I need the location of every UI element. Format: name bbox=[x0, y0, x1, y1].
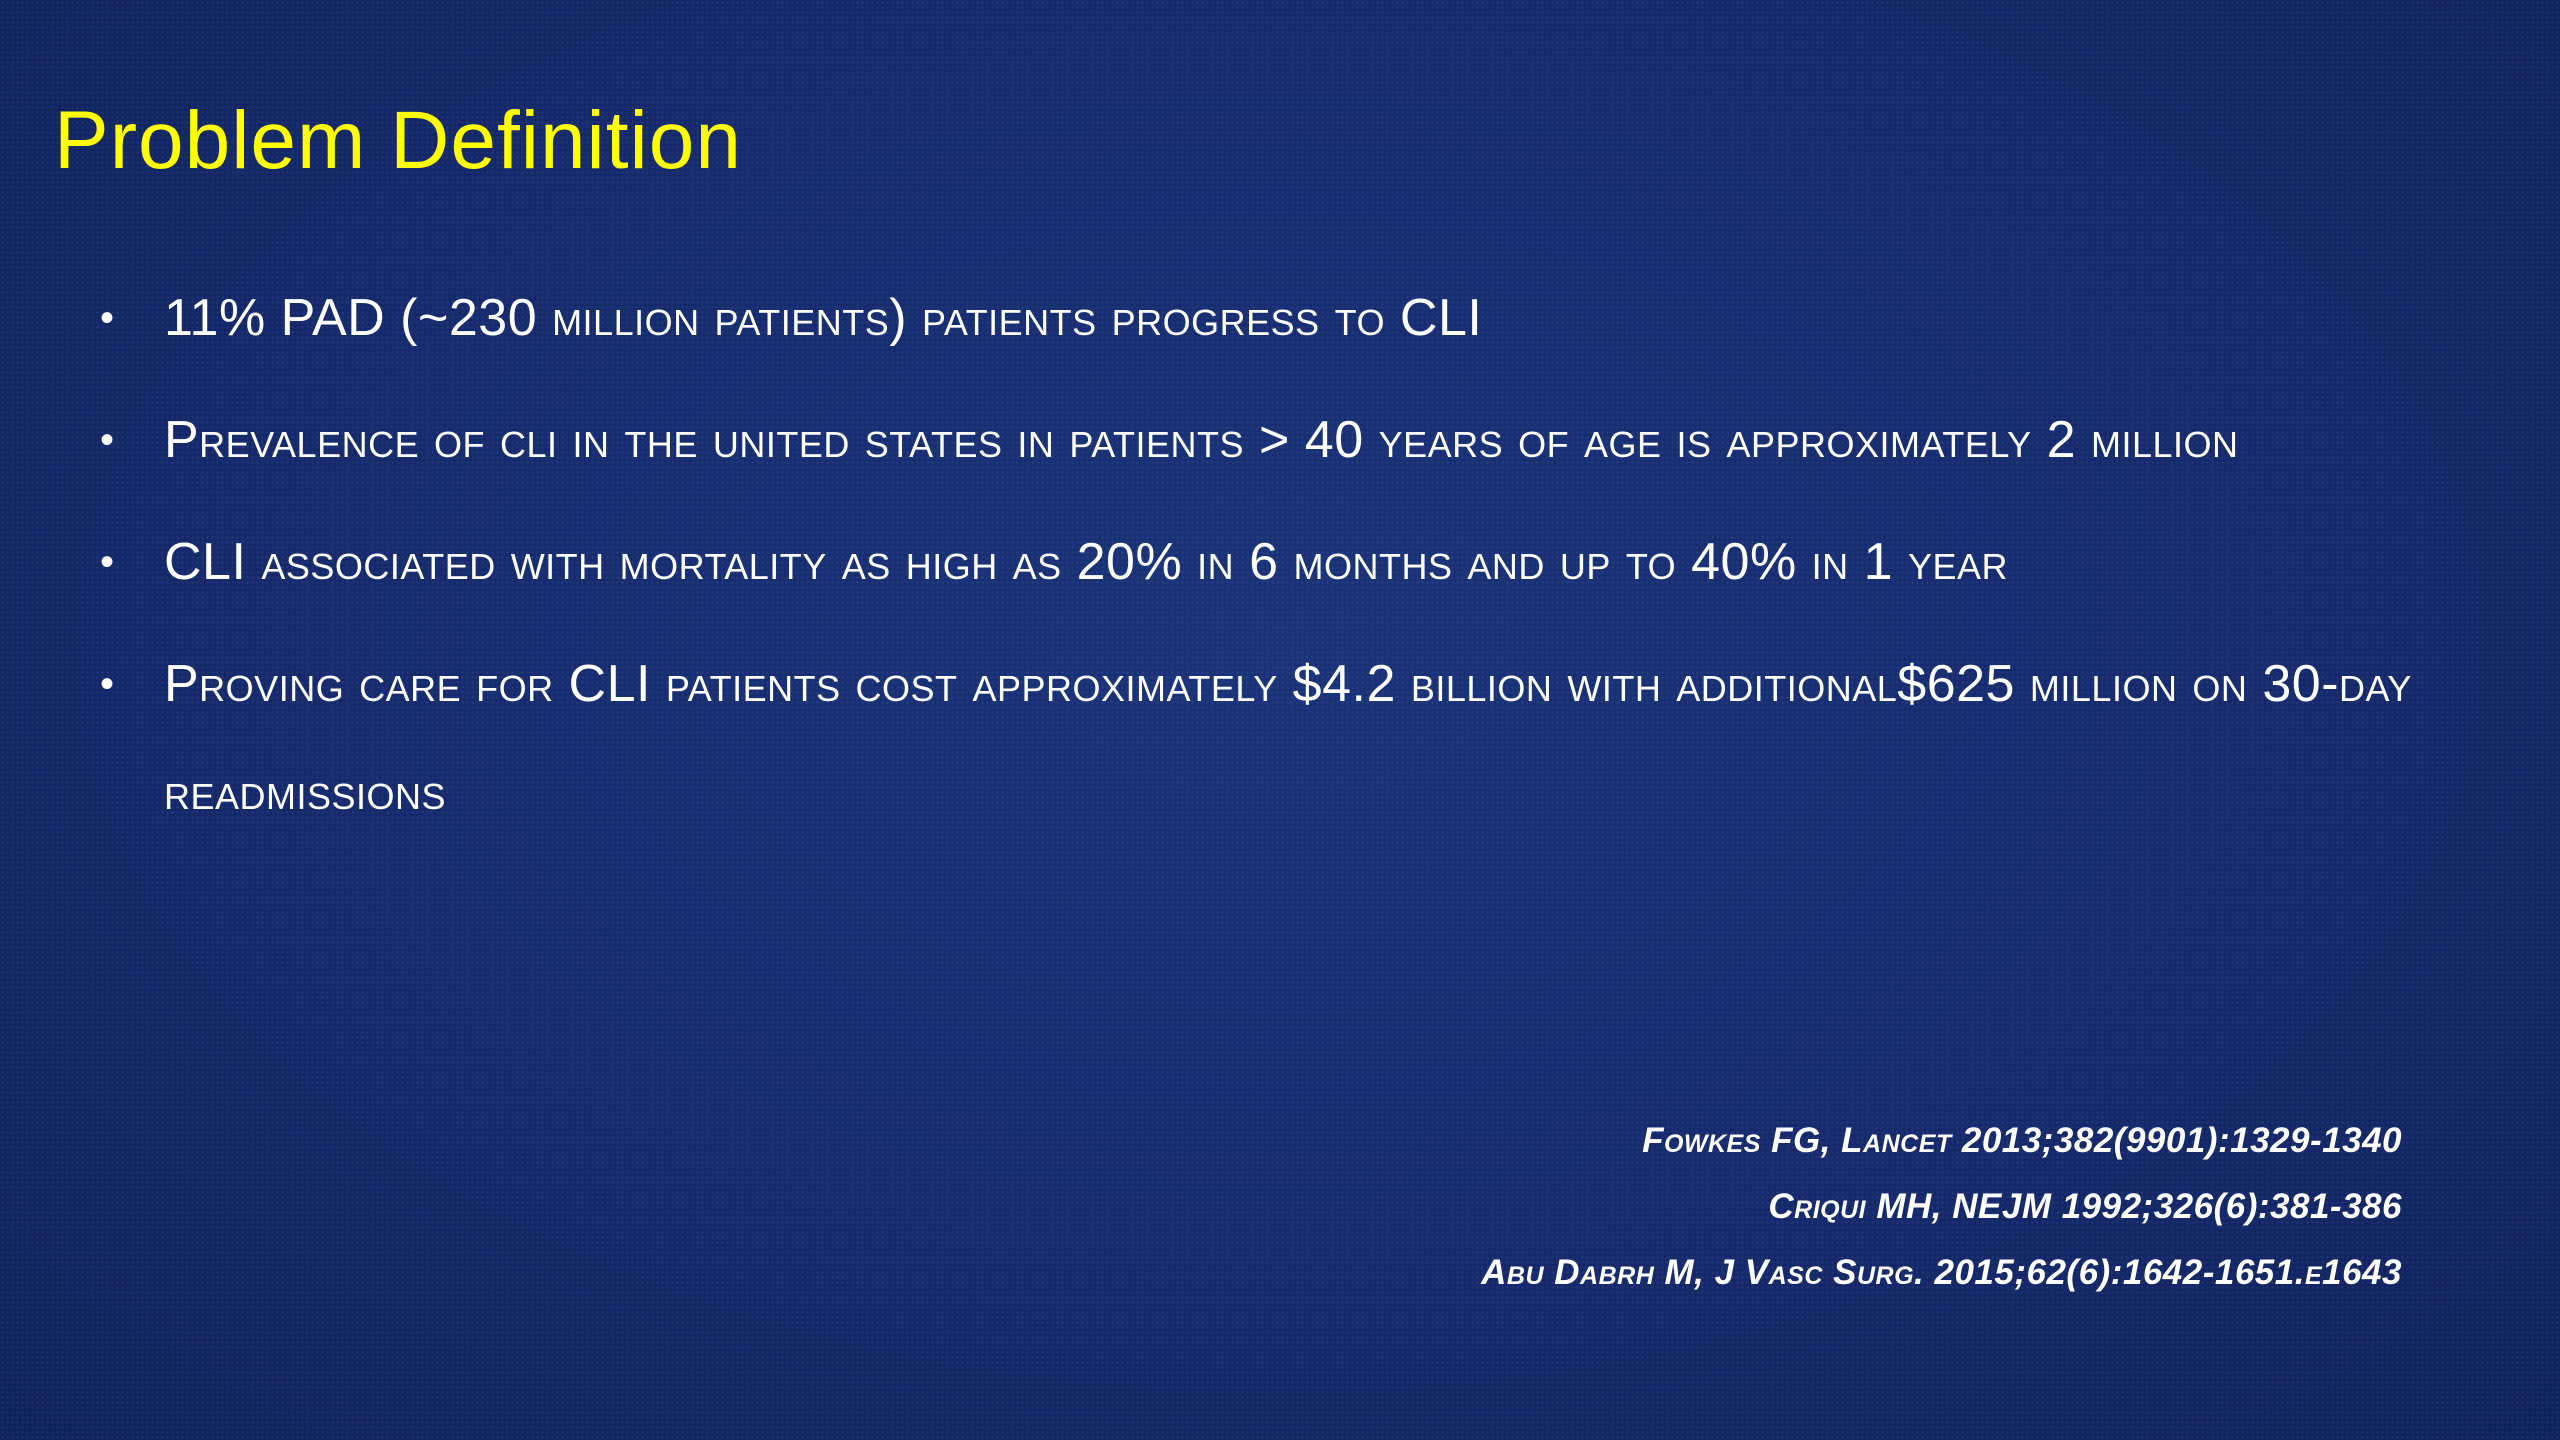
bullet-dot-icon: • bbox=[100, 296, 115, 340]
bullet-text: CLI associated with mortality as high as 20% in 6 months and up to 40% in 1 year bbox=[164, 533, 2008, 591]
bullet-item bbox=[100, 386, 2480, 494]
references bbox=[1481, 1108, 2402, 1306]
bullet-item bbox=[100, 630, 2480, 846]
reference-citation: Fowkes FG, Lancet 2013;382(9901):1329-1340 bbox=[1642, 1121, 2402, 1160]
bullet-dot-icon: • bbox=[100, 540, 115, 584]
slide-title: Problem Definition bbox=[54, 95, 742, 186]
bullet-item bbox=[100, 264, 2480, 372]
bullet-item bbox=[100, 508, 2480, 616]
bullet-list bbox=[100, 264, 2480, 860]
bullet-dot-icon: • bbox=[100, 418, 115, 462]
reference-citation: Criqui MH, NEJM 1992;326(6):381-386 bbox=[1768, 1187, 2402, 1226]
bullet-text: 11% PAD (~230 million patients) patients progress to CLI bbox=[164, 289, 1483, 347]
bullet-text: Proving care for CLI patients cost approximately $4.2 billion with additional$625 million on 30-day readmissions bbox=[164, 655, 2412, 821]
reference-citation: Abu Dabrh M, J Vasc Surg. 2015;62(6):1642-1651.e1643 bbox=[1481, 1253, 2402, 1292]
bullet-text: Prevalence of cli in the united states in patients > 40 years of age is approximately 2 million bbox=[164, 411, 2239, 469]
bullet-dot-icon: • bbox=[100, 662, 115, 706]
